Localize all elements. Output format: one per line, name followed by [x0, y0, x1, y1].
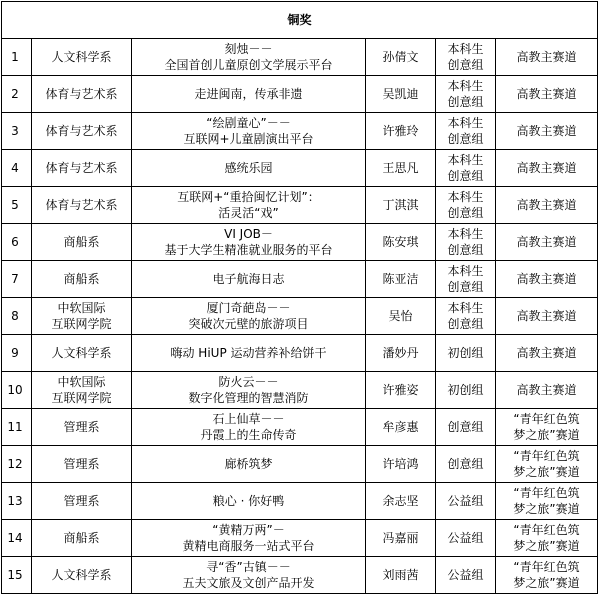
group-cell-line: 本科生 — [447, 227, 484, 241]
project-name-cell-line: 走进闽南，传承非遗 — [194, 87, 303, 101]
department-cell-line: 人文科学系 — [51, 568, 112, 582]
project-name-cell — [132, 483, 366, 520]
leader-cell — [366, 150, 436, 187]
group-cell-line: 创意组 — [447, 243, 484, 257]
row-number: 3 — [2, 113, 32, 150]
leader-cell-line: 吴怡 — [388, 309, 413, 323]
track-cell — [496, 520, 598, 557]
leader-cell — [366, 520, 436, 557]
group-cell-line: 创意组 — [447, 420, 484, 434]
department-cell — [32, 335, 132, 372]
row-number: 8 — [2, 298, 32, 335]
group-cell-line: 本科生 — [447, 301, 484, 315]
table-row — [2, 261, 598, 298]
leader-cell — [366, 298, 436, 335]
project-name-cell-line: “黄精万两”－ — [212, 523, 285, 537]
leader-cell — [366, 187, 436, 224]
project-name-cell-line: 基于大学生精准就业服务的平台 — [164, 243, 333, 257]
track-cell — [496, 298, 598, 335]
department-cell-line: 管理系 — [63, 420, 100, 434]
group-cell — [436, 150, 496, 187]
table-row — [2, 39, 598, 76]
department-cell — [32, 150, 132, 187]
track-cell-line: 梦之旅”赛道 — [513, 576, 580, 590]
department-cell — [32, 557, 132, 594]
leader-cell — [366, 446, 436, 483]
row-number: 15 — [2, 557, 32, 594]
leader-cell-line: 潘妙丹 — [382, 346, 419, 360]
project-name-cell-line: 数字化管理的智慧消防 — [188, 391, 309, 405]
table-row — [2, 113, 598, 150]
project-name-cell-line: 厦门奇葩岛－－ — [206, 301, 291, 315]
leader-cell-line: 王思凡 — [382, 161, 419, 175]
group-cell-line: 公益组 — [447, 531, 484, 545]
leader-cell-line: 孙倩文 — [382, 50, 419, 64]
table-row — [2, 150, 598, 187]
project-name-cell-line: 刻烛－－ — [224, 42, 273, 56]
department-cell-line: 中软国际 — [57, 301, 106, 315]
track-cell-line: 梦之旅”赛道 — [513, 539, 580, 553]
group-cell-line: 创意组 — [447, 169, 484, 183]
department-cell — [32, 76, 132, 113]
project-name-cell-line: 感统乐园 — [224, 161, 273, 175]
department-cell-line: 体育与艺术系 — [45, 87, 118, 101]
track-cell — [496, 446, 598, 483]
track-cell — [496, 372, 598, 409]
project-name-cell-line: 互联网+儿童剧演出平台 — [183, 132, 314, 146]
group-cell-line: 本科生 — [447, 79, 484, 93]
department-cell — [32, 409, 132, 446]
track-cell-line: “青年红色筑 — [513, 523, 580, 537]
row-number: 11 — [2, 409, 32, 446]
row-number: 6 — [2, 224, 32, 261]
row-number: 5 — [2, 187, 32, 224]
track-cell-line: 梦之旅”赛道 — [513, 502, 580, 516]
project-name-cell — [132, 409, 366, 446]
group-cell-line: 创意组 — [447, 280, 484, 294]
row-number: 13 — [2, 483, 32, 520]
project-name-cell-line: 粮心 · 你好鸭 — [212, 494, 285, 508]
bronze-award-table — [1, 1, 598, 594]
department-cell-line: 体育与艺术系 — [45, 124, 118, 138]
leader-cell — [366, 483, 436, 520]
leader-cell — [366, 224, 436, 261]
track-cell-line: 高教主赛道 — [516, 383, 577, 397]
row-number: 1 — [2, 39, 32, 76]
group-cell-line: 本科生 — [447, 153, 484, 167]
leader-cell-line: 丁淇淇 — [382, 198, 419, 212]
track-cell-line: 高教主赛道 — [516, 346, 577, 360]
leader-cell-line: 许雅玲 — [382, 124, 419, 138]
project-name-cell — [132, 335, 366, 372]
table-row — [2, 187, 598, 224]
row-number: 4 — [2, 150, 32, 187]
table-row — [2, 372, 598, 409]
track-cell-line: 高教主赛道 — [516, 198, 577, 212]
department-cell — [32, 298, 132, 335]
table-row — [2, 520, 598, 557]
group-cell — [436, 520, 496, 557]
department-cell-line: 人文科学系 — [51, 50, 112, 64]
project-name-cell — [132, 150, 366, 187]
group-cell — [436, 446, 496, 483]
track-cell — [496, 39, 598, 76]
leader-cell — [366, 113, 436, 150]
department-cell-line: 管理系 — [63, 494, 100, 508]
project-name-cell — [132, 261, 366, 298]
project-name-cell — [132, 446, 366, 483]
table-row — [2, 76, 598, 113]
row-number: 2 — [2, 76, 32, 113]
leader-cell — [366, 39, 436, 76]
track-cell-line: “青年红色筑 — [513, 449, 580, 463]
project-name-cell — [132, 76, 366, 113]
department-cell-line: 体育与艺术系 — [45, 198, 118, 212]
project-name-cell-line: 活灵活“戏” — [218, 206, 279, 220]
track-cell-line: “青年红色筑 — [513, 560, 580, 574]
table-row — [2, 335, 598, 372]
project-name-cell-line: 五夫文旅及文创产品开发 — [182, 576, 315, 590]
group-cell-line: 创意组 — [447, 58, 484, 72]
leader-cell-line: 陈安琪 — [382, 235, 419, 249]
row-number: 14 — [2, 520, 32, 557]
group-cell-line: 本科生 — [447, 190, 484, 204]
track-cell-line: 梦之旅”赛道 — [513, 428, 580, 442]
group-cell-line: 公益组 — [447, 494, 484, 508]
track-cell — [496, 557, 598, 594]
group-cell — [436, 113, 496, 150]
group-cell-line: 创意组 — [447, 457, 484, 471]
department-cell — [32, 520, 132, 557]
track-cell — [496, 187, 598, 224]
project-name-cell-line: 防火云－－ — [218, 375, 279, 389]
project-name-cell — [132, 298, 366, 335]
group-cell-line: 本科生 — [447, 264, 484, 278]
project-name-cell-line: 丹霞上的生命传奇 — [200, 428, 297, 442]
track-cell-line: 高教主赛道 — [516, 87, 577, 101]
group-cell — [436, 335, 496, 372]
group-cell-line: 公益组 — [447, 568, 484, 582]
table-row — [2, 446, 598, 483]
project-name-cell-line: 全国首创儿童原创文学展示平台 — [164, 58, 333, 72]
project-name-cell-line: “绘剧童心”－－ — [206, 116, 291, 130]
leader-cell-line: 许雅姿 — [382, 383, 419, 397]
track-cell — [496, 224, 598, 261]
department-cell-line: 商船系 — [63, 531, 100, 545]
project-name-cell-line: 黄精电商服务一站式平台 — [182, 539, 315, 553]
leader-cell-line: 牟彦惠 — [382, 420, 419, 434]
row-number: 7 — [2, 261, 32, 298]
track-cell — [496, 335, 598, 372]
leader-cell-line: 刘雨茜 — [382, 568, 419, 582]
department-cell — [32, 224, 132, 261]
group-cell — [436, 409, 496, 446]
group-cell-line: 初创组 — [447, 346, 484, 360]
group-cell-line: 本科生 — [447, 42, 484, 56]
track-cell-line: 高教主赛道 — [516, 235, 577, 249]
leader-cell-line: 余志坚 — [382, 494, 419, 508]
project-name-cell-line: 石上仙草－－ — [212, 412, 285, 426]
track-cell-line: 高教主赛道 — [516, 309, 577, 323]
table-row — [2, 483, 598, 520]
project-name-cell-line: 突破次元壁的旅游项目 — [188, 317, 309, 331]
department-cell-line: 商船系 — [63, 272, 100, 286]
group-cell-line: 创意组 — [447, 95, 484, 109]
table-row — [2, 224, 598, 261]
project-name-cell-line: 互联网+“重拾闽忆计划”： — [177, 190, 320, 204]
department-cell-line: 互联网学院 — [51, 391, 112, 405]
track-cell-line: “青年红色筑 — [513, 412, 580, 426]
project-name-cell — [132, 520, 366, 557]
table-row — [2, 298, 598, 335]
department-cell-line: 管理系 — [63, 457, 100, 471]
track-cell — [496, 409, 598, 446]
track-cell-line: 高教主赛道 — [516, 272, 577, 286]
track-cell — [496, 483, 598, 520]
department-cell — [32, 446, 132, 483]
department-cell — [32, 113, 132, 150]
track-cell-line: 高教主赛道 — [516, 124, 577, 138]
department-cell — [32, 261, 132, 298]
table-row — [2, 557, 598, 594]
leader-cell — [366, 76, 436, 113]
track-cell — [496, 150, 598, 187]
department-cell — [32, 483, 132, 520]
department-cell-line: 商船系 — [63, 235, 100, 249]
group-cell — [436, 298, 496, 335]
leader-cell-line: 许培鸿 — [382, 457, 419, 471]
group-cell — [436, 483, 496, 520]
department-cell — [32, 39, 132, 76]
group-cell-line: 初创组 — [447, 383, 484, 397]
table-body — [2, 2, 598, 594]
track-cell-line: 高教主赛道 — [516, 161, 577, 175]
department-cell-line: 中软国际 — [57, 375, 106, 389]
group-cell — [436, 224, 496, 261]
project-name-cell — [132, 187, 366, 224]
group-cell — [436, 76, 496, 113]
department-cell — [32, 372, 132, 409]
track-cell-line: 梦之旅”赛道 — [513, 465, 580, 479]
group-cell-line: 本科生 — [447, 116, 484, 130]
group-cell-line: 创意组 — [447, 317, 484, 331]
leader-cell — [366, 261, 436, 298]
group-cell — [436, 261, 496, 298]
track-cell-line: 高教主赛道 — [516, 50, 577, 64]
track-cell-line: “青年红色筑 — [513, 486, 580, 500]
department-cell-line: 互联网学院 — [51, 317, 112, 331]
group-cell-line: 创意组 — [447, 132, 484, 146]
leader-cell-line: 冯嘉丽 — [382, 531, 419, 545]
row-number: 12 — [2, 446, 32, 483]
table-row — [2, 409, 598, 446]
row-number: 10 — [2, 372, 32, 409]
department-cell — [32, 187, 132, 224]
project-name-cell — [132, 557, 366, 594]
project-name-cell-line: 廊桥筑梦 — [224, 457, 273, 471]
group-cell — [436, 372, 496, 409]
project-name-cell — [132, 224, 366, 261]
group-cell — [436, 187, 496, 224]
project-name-cell — [132, 113, 366, 150]
project-name-cell — [132, 372, 366, 409]
department-cell-line: 体育与艺术系 — [45, 161, 118, 175]
leader-cell — [366, 372, 436, 409]
group-cell — [436, 39, 496, 76]
leader-cell — [366, 335, 436, 372]
leader-cell-line: 陈亚洁 — [382, 272, 419, 286]
project-name-cell-line: 嗨动 HiUP 运动营养补给饼干 — [170, 346, 327, 360]
project-name-cell-line: 寻“香”古镇－－ — [206, 560, 291, 574]
group-cell — [436, 557, 496, 594]
project-name-cell-line: 电子航海日志 — [212, 272, 285, 286]
leader-cell — [366, 409, 436, 446]
project-name-cell-line: VI JOB－ — [224, 227, 273, 241]
table-title: 铜奖 — [2, 2, 598, 39]
row-number: 9 — [2, 335, 32, 372]
project-name-cell — [132, 39, 366, 76]
leader-cell-line: 吴凯迪 — [382, 87, 419, 101]
track-cell — [496, 261, 598, 298]
group-cell-line: 创意组 — [447, 206, 484, 220]
track-cell — [496, 113, 598, 150]
track-cell — [496, 76, 598, 113]
department-cell-line: 人文科学系 — [51, 346, 112, 360]
leader-cell — [366, 557, 436, 594]
